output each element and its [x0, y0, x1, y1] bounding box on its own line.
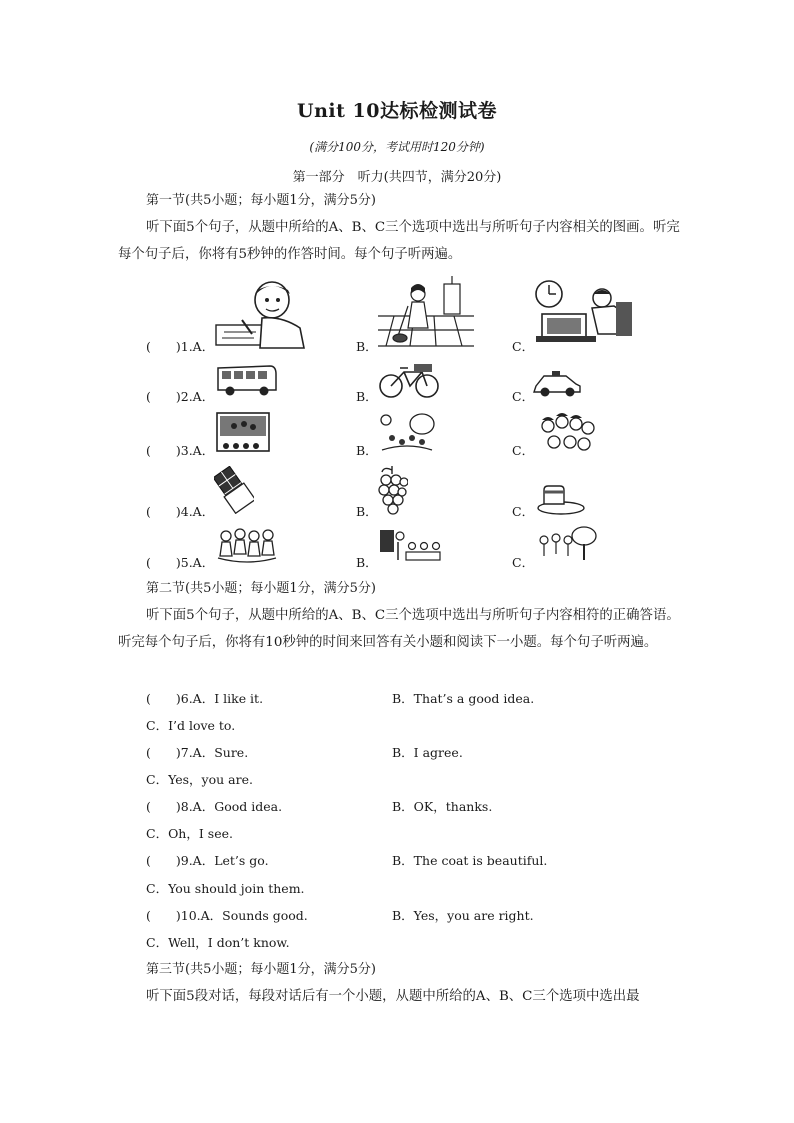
- q6-option-c: C．I’d love to.: [146, 718, 236, 733]
- q5-label: ( )5.A．: [146, 555, 215, 570]
- q1-option-b: B．: [356, 339, 378, 354]
- classroom-teacher-icon: [378, 528, 442, 564]
- page-title: Unit 10达标检测试卷: [297, 100, 497, 122]
- q7-option-a: ( )7.A．Sure.: [146, 745, 249, 760]
- section3-instructions: 听下面5段对话，每段对话后有一个小题，从题中所给的A、B、C三个选项中选出最: [146, 989, 640, 1004]
- kids-under-tree-icon: [536, 526, 598, 564]
- man-watching-tv-icon: [532, 280, 634, 344]
- q5-option-b: B．: [356, 555, 378, 570]
- chocolate-bar-icon: [214, 466, 254, 514]
- q8-option-b: B．OK，thanks.: [392, 799, 493, 814]
- q1-label: ( )1.A．: [146, 339, 215, 354]
- q7-option-c: C．Yes，you are.: [146, 772, 253, 787]
- group-of-kids-icon: [538, 412, 596, 456]
- section2-instructions: 听下面5个句子，从题中所给的A、B、C三个选项中选出与所听句子内容相符的正确答语。听完每个句子后，你将有10秒钟的时间来回答有关小题和阅读下一小题。每个句子听两遍。: [118, 608, 680, 650]
- q3-option-b: B．: [356, 443, 378, 458]
- section1-instructions: 听下面5个句子，从题中所给的A、B、C三个选项中选出与所听句子内容相关的图画。听完每个句子后，你将有5秒钟的作答时间。每个句子听两遍。: [118, 220, 680, 262]
- girl-mopping-floor-icon: [378, 276, 474, 350]
- section3-heading: 第三节(共5小题；每小题1分，满分5分): [146, 962, 376, 977]
- section2-heading: 第二节(共5小题；每小题1分，满分5分): [146, 581, 376, 596]
- section1-heading: 第一节(共5小题；每小题1分，满分5分): [146, 193, 376, 208]
- q4-option-b: B．: [356, 504, 378, 519]
- q2-label: ( )2.A．: [146, 389, 215, 404]
- boy-writing-icon: [212, 280, 306, 350]
- exam-subtitle: (满分100分，考试用时120分钟): [309, 140, 485, 154]
- q6-option-a: ( )6.A．I like it.: [146, 691, 264, 706]
- q3-option-c: C．: [512, 443, 535, 458]
- q8-option-a: ( )8.A．Good idea.: [146, 799, 283, 814]
- q3-label: ( )3.A．: [146, 443, 215, 458]
- q2-option-b: B．: [356, 389, 378, 404]
- bus-icon: [216, 362, 278, 398]
- q5-option-c: C．: [512, 555, 535, 570]
- kids-dancing-icon: [216, 526, 278, 564]
- picnic-outdoors-icon: [378, 412, 436, 454]
- grapes-icon: [378, 464, 408, 516]
- stage-performance-icon: [216, 412, 270, 452]
- q7-option-b: B．I agree.: [392, 745, 463, 760]
- q9-option-c: C．You should join them.: [146, 881, 305, 896]
- taxi-car-icon: [532, 368, 582, 398]
- q1-option-c: C．: [512, 339, 535, 354]
- q10-option-b: B．Yes，you are right.: [392, 908, 534, 923]
- q10-option-a: ( )10.A．Sounds good.: [146, 908, 308, 923]
- q10-option-c: C．Well，I don’t know.: [146, 935, 290, 950]
- q6-option-b: B．That’s a good idea.: [392, 691, 535, 706]
- q9-option-a: ( )9.A．Let’s go.: [146, 853, 269, 868]
- part-heading: 第一部分 听力(共四节，满分20分): [292, 170, 502, 185]
- q8-option-c: C．Oh，I see.: [146, 826, 233, 841]
- bread-plate-icon: [536, 484, 586, 516]
- bicycle-icon: [378, 362, 440, 400]
- q4-option-c: C．: [512, 504, 535, 519]
- q9-option-b: B．The coat is beautiful.: [392, 853, 548, 868]
- q2-option-c: C．: [512, 389, 535, 404]
- q4-label: ( )4.A．: [146, 504, 215, 519]
